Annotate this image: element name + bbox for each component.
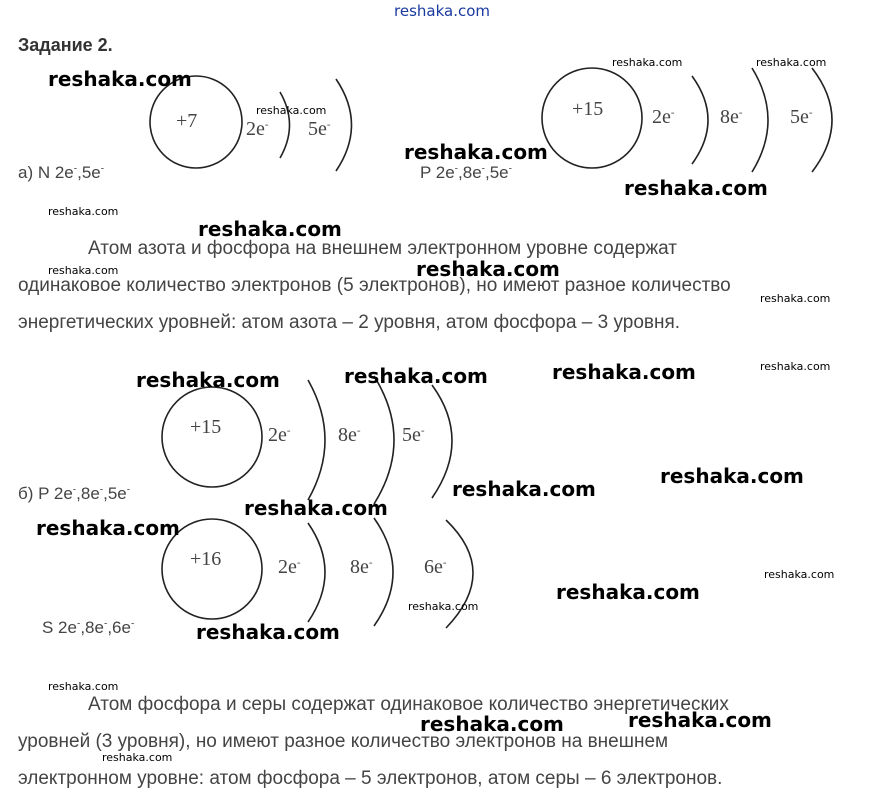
shell-arc (752, 68, 768, 172)
watermark-small: reshaka.com (256, 104, 327, 117)
watermark-big: reshaka.com (556, 580, 700, 604)
shell-arc (308, 380, 325, 500)
shell-label: 5e- (308, 118, 331, 140)
paragraph-b-line-2: уровней (3 уровня), но имеют разное количество электронов на внешнем (18, 731, 669, 752)
shell-label: 2e- (268, 424, 291, 446)
watermark-big: reshaka.com (628, 708, 772, 732)
shell-label: 5e- (402, 424, 425, 446)
shell-label: 8e- (338, 424, 361, 446)
shell-label: 5e- (790, 106, 813, 128)
watermark-big: reshaka.com (416, 257, 560, 281)
watermark-big: reshaka.com (198, 217, 342, 241)
shell-arc (374, 376, 394, 504)
nucleus-charge-s: +16 (190, 548, 222, 570)
shell-arc (432, 385, 452, 498)
watermark-small: reshaka.com (760, 360, 831, 373)
watermark-small: reshaka.com (48, 205, 119, 218)
watermark-big: reshaka.com (244, 496, 388, 520)
watermark-big: reshaka.com (404, 140, 548, 164)
watermark-big: reshaka.com (452, 477, 596, 501)
watermark-big: reshaka.com (660, 464, 804, 488)
watermark-small: reshaka.com (48, 264, 119, 277)
formula-p: P 2e-,8e-,5e- (420, 163, 512, 182)
watermark-big: reshaka.com (552, 360, 696, 384)
watermark-small: reshaka.com (756, 56, 827, 69)
shell-arc (336, 79, 352, 171)
watermark-big: reshaka.com (48, 67, 192, 91)
paragraph-b-line-1: Атом фосфора и серы содержат одинаковое количество энергетических (88, 694, 729, 715)
shell-arc (374, 518, 393, 626)
shell-arc (308, 523, 325, 622)
watermark-small: reshaka.com (408, 600, 479, 613)
formula-n: а) N 2e-,5e- (18, 163, 105, 182)
shell-arc (692, 76, 708, 164)
formula-s: S 2e-,8e-,6e- (42, 618, 135, 637)
formula-p-b: б) P 2e-,8e-,5e- (18, 484, 131, 503)
page-title: Задание 2. (18, 35, 113, 55)
shell-label: 2e- (652, 106, 675, 128)
nucleus-charge-n: +7 (176, 110, 198, 132)
watermark-big: reshaka.com (420, 712, 564, 736)
watermark-big: reshaka.com (36, 516, 180, 540)
paragraph-a-line-1: Атом азота и фосфора на внешнем электронном уровне содержат (88, 238, 678, 259)
nucleus-charge-p-b: +15 (190, 416, 222, 438)
watermark-small: reshaka.com (48, 680, 119, 693)
paragraph-a-line-3: энергетических уровней: атом азота – 2 уровня, атом фосфора – 3 уровня. (18, 312, 681, 333)
paragraph-a-line-2: одинаковое количество электронов (5 электронов), но имеют разное количество (18, 275, 731, 296)
shell-label: 8e- (720, 106, 743, 128)
shell-label: 2e- (246, 118, 269, 140)
watermark-big: reshaka.com (624, 176, 768, 200)
watermark-big: reshaka.com (136, 368, 280, 392)
watermark-big: reshaka.com (196, 620, 340, 644)
watermark-small: reshaka.com (764, 568, 835, 581)
shell-label: 8e- (350, 556, 373, 578)
nucleus-charge-p: +15 (572, 98, 604, 120)
watermark-small: reshaka.com (102, 751, 173, 764)
shell-arc (280, 92, 290, 158)
watermark-small: reshaka.com (612, 56, 683, 69)
shell-arc (812, 68, 832, 172)
paragraph-b-line-3: электронном уровне: атом фосфора – 5 электронов, атом серы – 6 электронов. (18, 768, 723, 789)
watermark-top: reshaka.com (394, 2, 490, 20)
watermark-big: reshaka.com (344, 364, 488, 388)
shell-label: 6e- (424, 556, 447, 578)
shell-label: 2e- (278, 556, 301, 578)
watermark-small: reshaka.com (760, 292, 831, 305)
